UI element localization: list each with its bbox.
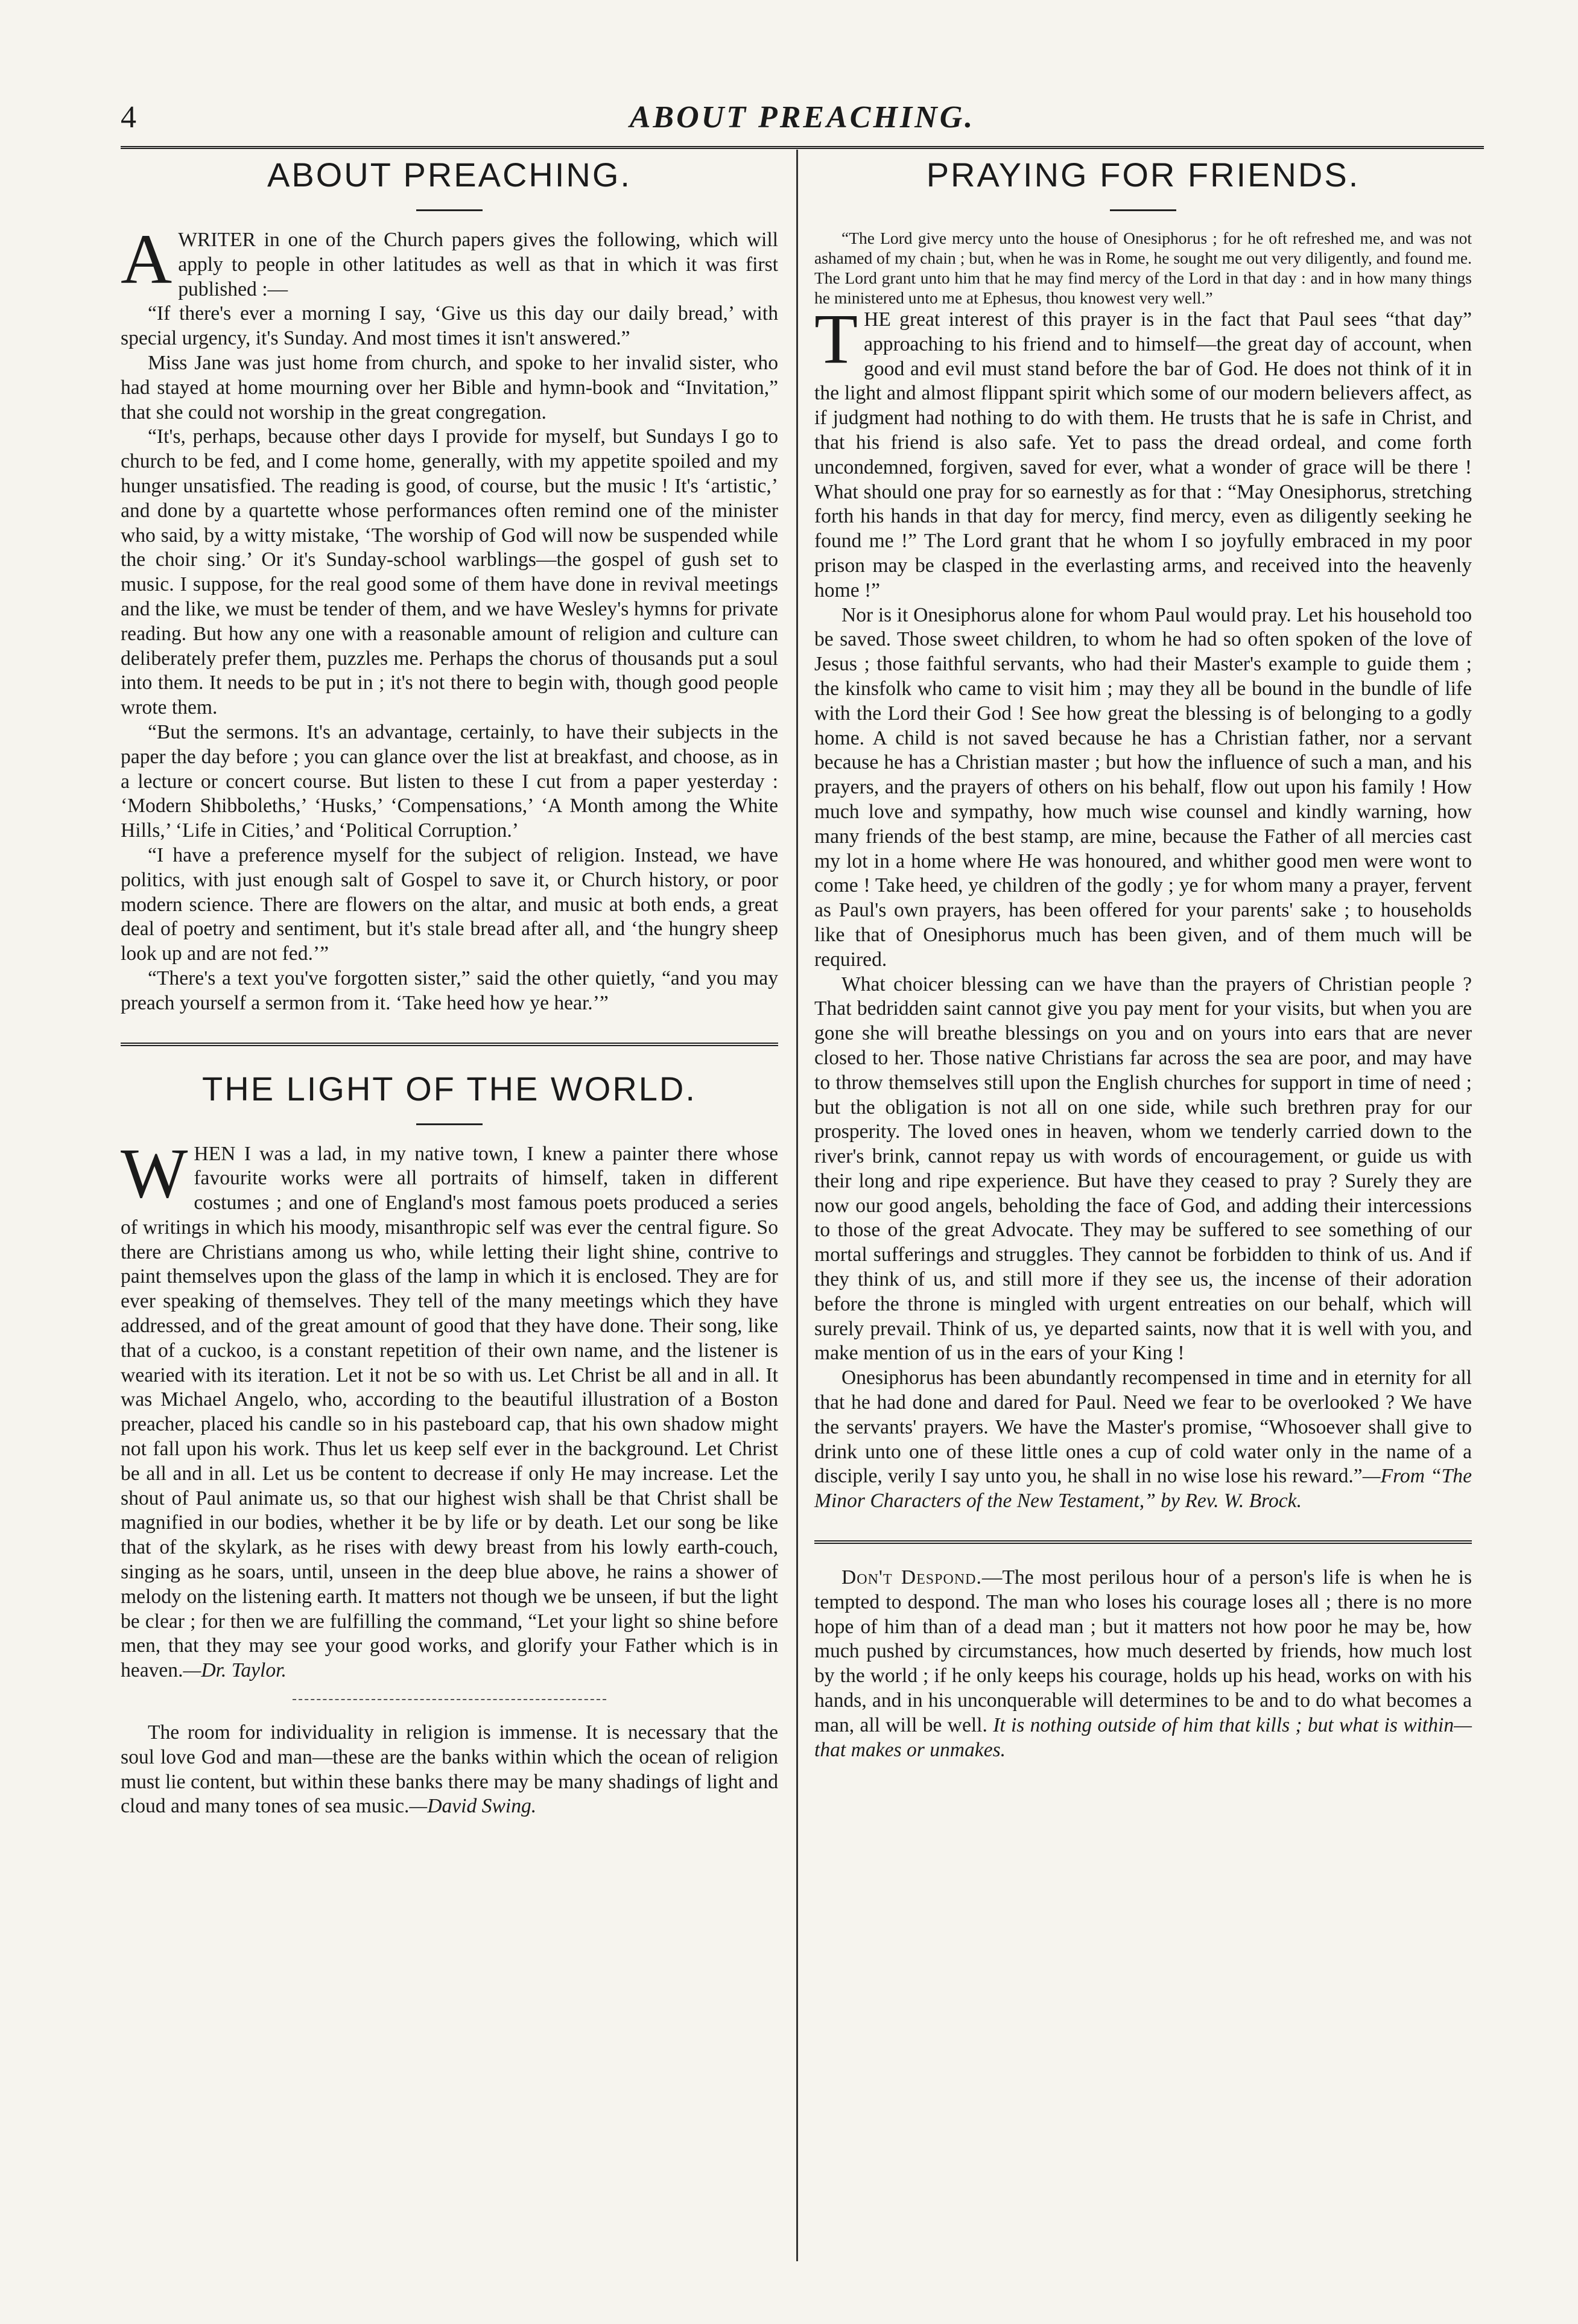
epigraph: “The Lord give mercy unto the house of Onesiphorus ; for he oft refreshed me, and was not ashamed of my chain ; but, when he was in Rome, he sought me out very diligently, and found me. The Lord grant unto him that he may find mercy of the Lord in that day : and in how many things he ministered unto me at Ephesus, thou knowest very well.” — [814, 229, 1472, 307]
praying-paragraph: Onesiphorus has been abundantly recompensed in time and in eternity for all that he had done and dared for Paul. Need we fear to be overlooked ? We have the servants' prayers. We have the Master's promise, “Whosoever shall give to drink unto one of these little ones a cup of cold water only in the name of a disciple, verily I say unto you, he shall in no wise lose his reward.”—From “The Minor Characters of the New Testament,” by Rev. W. Brock. — [814, 1367, 1472, 1513]
left-column — [121, 154, 778, 1819]
title-rule — [1110, 209, 1176, 211]
about-preaching-paragraph: AWRITER in one of the Church papers gives the following, which will apply to people in other latitudes as well as that in which it was first published :— — [121, 220, 778, 300]
light-of-the-world-title: THE LIGHT OF THE WORLD. — [202, 1069, 697, 1108]
dropcap: A — [121, 220, 173, 299]
article-dont-despond — [814, 1566, 1472, 1762]
section-rule — [121, 1043, 778, 1046]
dropcap: T — [814, 299, 858, 378]
about-preaching-paragraph: “It's, perhaps, because other days I provide for myself, but Sundays I go to church to be fed, and I come home, generally, with my appetite spoiled and my hunger unsatisfied. The reading is good, of course, but the music ! It's ‘artistic,’ and done by a quartette whose performances often remind one of the minister who said, by a witty mistake, ‘The worship of God will now be suspended while the choir sing.’ Or it's Sunday-school warblings—the gospel of gush set to music. I suppose, for the real good some of them have done in revival meetings and the like, we must be tender of them, and we have Wesley's hymns for private reading. But how any one with a reasonable amount of religion and culture can deliberately prefer them, puzzles me. Perhaps the chorus of thousands put a soul into them. It needs to be put in ; it's not there to begin with, though good people wrote them. — [121, 425, 778, 719]
praying-paragraph: THE great interest of this prayer is in the fact that Paul sees “that day” approaching to his friend and to himself—the great day of account, when good and evil must stand before the bar of God. He does not think of it in the light and almost flippant spirit which some of our modern believers affect, as if judgment had nothing to do with them. He trusts that he is safe in Christ, and that his friend is also safe. Yet to pass the dread ordeal, and come forth uncondemned, forgiven, saved for ever, what a wonder of grace will be there ! What should one pray for so earnestly as for that : “May Onesiphorus, stretching forth his hands in that day for mercy, find mercy, even as diligently seeking he found me !” The Lord grant that he whom I so joyfully embraced in my poor prison may be clasped in the everlasting arms, and received into the heavenly home !” — [814, 299, 1472, 602]
praying-for-friends-title: PRAYING FOR FRIENDS. — [926, 156, 1360, 194]
title-rule — [416, 1123, 483, 1125]
article-individuality — [121, 1721, 778, 1819]
lead-in: Don't Despond. — [841, 1566, 982, 1589]
about-preaching-paragraph: “But the sermons. It's an advantage, certainly, to have their subjects in the paper the day before ; you can glance over the list at breakfast, and choose, as in a lecture or concert course. But listen to these I cut from a paper yesterday : ‘Modern Shibboleths,’ ‘Husks,’ ‘Compensations,’ ‘A Month among the White Hills,’ ‘Life in Cities,’ and ‘Political Corruption.’ — [121, 720, 778, 842]
article-light-of-the-world — [121, 1068, 778, 1684]
light-of-the-world-paragraph: WHEN I was a lad, in my native town, I knew a painter there whose favourite works were all portraits of himself, taken in different costumes ; and one of England's most famous poets produced a series of writings in which his moody, misanthropic self was ever the central figure. So there are Christians among us who, while letting their light shine, contrive to paint themselves upon the glass of the lamp in which it is enclosed. They are for ever speaking of themselves. They tell of the many meetings which they have addressed, and of the great amount of good that they have done. Their song, like that of a cuckoo, is a constant repetition of their own name, and the listener is wearied with its iteration. Let it not be so with us. Let Christ be all and in all. It was Michael Angelo, who, according to the beautiful illustration of a Boston preacher, placed his candle so in his pasteboard cap, that his own shadow might not fall upon his work. Thus let us keep self ever in the background. Let Christ be all and in all. Let us be content to decrease if only He may increase. Let the shout of Paul animate us, so that our highest wish shall be that Christ shall be magnified in our bodies, whether it be by life or by death. Let our song be like that of the skylark, as he rises with dewy breast from his lowly earth-couch, singing as he soars, until, unseen in the deep blue above, he rains a shower of melody on the listening earth. It matters not though we be unseen, if but the light be clear ; for then we are fulfilling the command, “Let your light so shine before men, that they may see your good works, and glorify your Father which is in heaven.—Dr. Taylor. — [121, 1133, 778, 1682]
praying-paragraph: What choicer blessing can we have than the prayers of Christian people ? That bedridden saint cannot give you pay ment for your visits, but when you are gone she will breathe blessings on you and on yours into ears that are never closed to her. Those native Christians far across the sea are poor, and may have to throw themselves still upon the English churches for support in time of need ; but the obligation is not all on one side, while such brethren pray for our prosperity. The loved ones in heaven, whom we tenderly carried down to the river's brink, cannot repay us with words of encouragement, or guide us with their long and ripe experience. But have they ceased to pray ? Surely they are now our good angels, beholding the face of God, and adding their intercessions to those of the great Advocate. They may be suffered to see something of our mortal sufferings and struggles. They cannot be forbidden to think of us. And if they think of us, and still more if they see us, the incense of their adoration before the throne is mingled with urgent entreaties on our behalf, which will surely prevail. Think of us, ye departed saints, now that it is well with you, and make mention of us in the ears of your King ! — [814, 973, 1472, 1365]
dont-despond-paragraph: Don't Despond.—The most perilous hour of a person's life is when he is tempted to despond. The man who loses his courage loses all ; there is no more hope of him than of a dead man ; but it matters not how poor he may be, how much pushed by circumstances, how much deserted by friends, how much lost by the world ; if he only keeps his courage, holds up his head, works on with his hands, and in his unconquerable will determines to be and to do what becomes a man, all will be well. It is nothing outside of him that kills ; but what is within—that makes or unmakes. — [814, 1566, 1472, 1761]
about-preaching-paragraph: “If there's ever a morning I say, ‘Give us this day our daily bread,’ with special urgency, it's Sunday. And most times it isn't answered.” — [121, 302, 778, 350]
about-preaching-paragraph: “There's a text you've forgotten sister,” said the other quietly, “and you may preach yourself a sermon from it. ‘Take heed how ye hear.’” — [121, 967, 778, 1014]
column-divider — [796, 150, 798, 2261]
article-praying-for-friends — [814, 154, 1472, 1514]
running-head — [121, 100, 1484, 142]
article-about-preaching — [121, 154, 778, 1016]
right-column — [814, 154, 1472, 1762]
section-rule — [814, 1540, 1472, 1544]
separator-rule — [293, 1699, 606, 1700]
header-rule — [121, 146, 1484, 149]
signature: —David Swing. — [409, 1795, 537, 1818]
individuality-paragraph: The room for individuality in religion is immense. It is necessary that the soul love God and man—these are the banks within which the ocean of religion must lie content, but within these banks there may be many shadings of light and cloud and many tones of sea music.—David Swing. — [121, 1721, 778, 1818]
title-rule — [416, 209, 483, 211]
about-preaching-paragraph: Miss Jane was just home from church, and spoke to her invalid sister, who had stayed at home mourning over her Bible and hymn-book and “Invitation,” that she could not worship in the great congregation. — [121, 351, 778, 424]
about-preaching-title: ABOUT PREACHING. — [267, 156, 632, 194]
page-number: 4 — [121, 100, 136, 135]
praying-paragraph: Nor is it Onesiphorus alone for whom Paul would pray. Let his household too be saved. Those sweet children, to whom he had so often spoken of the love of Jesus ; those faithful servants, who had their Master's example to guide them ; the kinsfolk who came to visit him ; may they all be bound in the bundle of life with the Lord their God ! See how great the blessing is of belonging to a godly home. A child is not saved because he has a Christian father, nor a servant because he has a Christian master ; but how the influence of such a man, and his prayers, and the prayers of others on his behalf, flow out upon his family ! How much love and sympathy, how much wise counsel and kindly warning, how many friends of the best stamp, are mine, because the Father of all mercies cast my lot in a home where He was honoured, and whither good men were wont to come ! Take heed, ye children of the godly ; ye for whom many a prayer, fervent as Paul's own prayers, has been offered for your parents' sake ; to households like that of Onesiphorus much has been given, and of them much will be required. — [814, 603, 1472, 971]
closing-line: It is nothing outside of him that kills ; but what is within—that makes or unmakes. — [814, 1713, 1472, 1761]
dropcap: W — [121, 1133, 188, 1213]
source-citation: —From “The Minor Characters of the New Testament,” by Rev. W. Brock. — [814, 1465, 1472, 1513]
signature: —Dr. Taylor. — [183, 1659, 287, 1682]
running-title: ABOUT PREACHING. — [629, 100, 975, 135]
about-preaching-paragraph: “I have a preference myself for the subject of religion. Instead, we have politics, with just enough salt of Gospel to save it, or Church history, or poor modern science. There are flowers on the altar, and music at both ends, a great deal of poetry and sentiment, but it's stale bread after all, and ‘the hungry sheep look up and are not fed.’” — [121, 843, 778, 965]
